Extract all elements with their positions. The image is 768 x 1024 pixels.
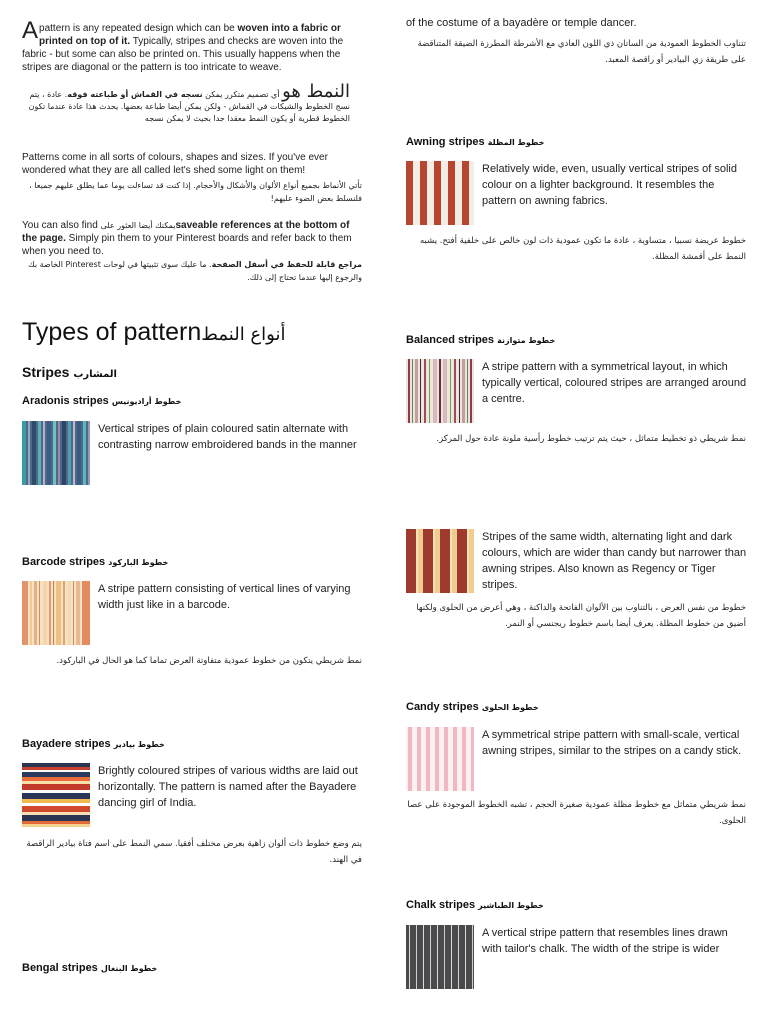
bengal-title: Bengal stripes خطوط البنغال [22,962,158,974]
awning-desc-en: Relatively wide, even, usually vertical stripes of solid colour on a lighter background. It resembles the pattern on awning fabrics. [482,163,737,207]
candy-swatch [406,727,474,791]
balanced-desc-en: A stripe pattern with a symmetrical layout, in which typically vertical, coloured stripes are arranged around a centre. [482,361,747,405]
barcode-desc-en: A stripe pattern consisting of vertical lines of varying width just like in a barcode. [98,583,351,611]
aradonis-desc-continued-en: of the costume of a bayadère or temple dancer. [406,17,637,29]
types-heading: Types of patternأنواع النمط [22,318,286,346]
aradonis-desc-ar: تتناوب الخطوط العمودية من الساتان ذي اللون العادي مع الأشرطة المطرزة الضيقة المتناقضة على طريقة زي البيادير أو راقصة المعبد. [417,39,746,65]
barcode-desc-ar: نمط شريطي يتكون من خطوط عمودية متفاوتة العرض تماما كما هو الحال في الباركود. [56,656,362,666]
intro-paragraph-ar: النمط هو أي تصميم متكرر يمكن نسجه في القماش أو طباعته فوقه. عادة ، يتم نسج الخطوط والشيكات في القماش - ولكن يمكن أيضا طباعة بعضها. يحدث هذا عادة عندما تكون الخطوط قطرية أو يكون النمط معقدا جدا بحيث لا يمكن نسجه [28,81,350,123]
chalk-desc-en: A vertical stripe pattern that resembles lines drawn with tailor's chalk. The width of the stripe is wider [482,927,728,955]
intro-paragraph-3-ar: مراجع قابلة للحفظ في أسفل الصفحة. ما عليك سوى تثبيتها في لوحات Pinterest الخاصة بك والرجوع إليها عندما تحتاج إلى ذلك. [28,260,362,282]
awning-desc-ar: خطوط عريضة نسبيا ، متساوية ، عادة ما تكون عمودية ذات لون خالص على خلفية أفتح. يشبه النمط على أقمشة المظلة. [420,236,746,262]
bengal-desc-en: Stripes of the same width, alternating light and dark colours, which are wider than candy but narrower than awning stripes. Also known as Regency or Tiger stripes. [482,531,747,591]
awning-title: Awning stripes خطوط المظلة [406,136,545,148]
bayadere-desc-en: Brightly coloured stripes of various widths are laid out horizontally. The pattern is named after the Bayadere dancing girl of India. [98,765,358,809]
candy-desc-en: A symmetrical stripe pattern with small-scale, vertical awning stripes, similar to the stripes on a candy stick. [482,729,742,757]
barcode-swatch [22,581,90,645]
chalk-swatch [406,925,474,989]
aradonis-desc-en: Vertical stripes of plain coloured satin alternate with contrasting narrow embroidered bands in the manner [98,423,357,451]
bayadere-desc-ar: يتم وضع خطوط ذات ألوان زاهية بعرض مختلف أفقيا. سمي النمط على اسم فتاة بيادير الراقصة في الهند. [26,839,362,865]
barcode-title: Barcode stripes خطوط الباركود [22,556,169,568]
intro-paragraph-en: A pattern is any repeated design which can be woven into a fabric or printed on top of it. Typically, stripes and checks are woven into the fabric - but some can also be printed on. This usually happens when the stripes are diagonal or the pattern is too intricate to weave. [22,17,344,73]
bengal-desc-ar: خطوط من نفس العرض ، بالتناوب بين الألوان الفاتحة والداكنة ، وهي أعرض من الحلوى ولكنها أضيق من خطوط المظلة. يعرف أيضا باسم خطوط ريجنسي أو النمر. [416,603,746,629]
aradonis-swatch [22,421,90,485]
intro-ar-heading: النمط هو [282,81,350,102]
bayadere-swatch [22,763,90,827]
balanced-desc-ar: نمط شريطي ذو تخطيط متماثل ، حيث يتم ترتيب خطوط رأسية ملونة عادة حول المركز. [436,434,746,444]
awning-swatch [406,161,474,225]
stripes-heading: Stripes المشارب [22,364,117,380]
candy-title: Candy stripes خطوط الحلوى [406,701,539,713]
bengal-swatch [406,529,474,593]
intro-paragraph-3-en: You can also find يمكنك أيضا العثور علىsaveable references at the bottom of the page. Simply pin them to your Pinterest boards and refer back to them when you need to. [22,220,352,257]
balanced-swatch [406,359,474,423]
chalk-title: Chalk stripes خطوط الطباشير [406,899,544,911]
balanced-title: Balanced stripes خطوط متوازنة [406,334,556,346]
bayadere-title: Bayadere stripes خطوط بيادير [22,738,165,750]
aradonis-title: Aradonis stripes خطوط أراديونيس [22,395,182,407]
candy-desc-ar: نمط شريطي متماثل مع خطوط مظلة عمودية صغيرة الحجم ، تشبه الخطوط الموجودة على عصا الحلوى. [407,800,746,826]
drop-cap: A [22,17,39,44]
intro-paragraph-2-ar: تأتي الأنماط بجميع أنواع الألوان والأشكال والأحجام. إذا كنت قد تساءلت يوما عما يطلق عليهم جميعا ، فلنسلط بعض الضوء عليهم! [29,181,362,203]
intro-paragraph-2-en: Patterns come in all sorts of colours, shapes and sizes. If you've ever wondered what they are all called let's shed some light on them! [22,152,328,176]
